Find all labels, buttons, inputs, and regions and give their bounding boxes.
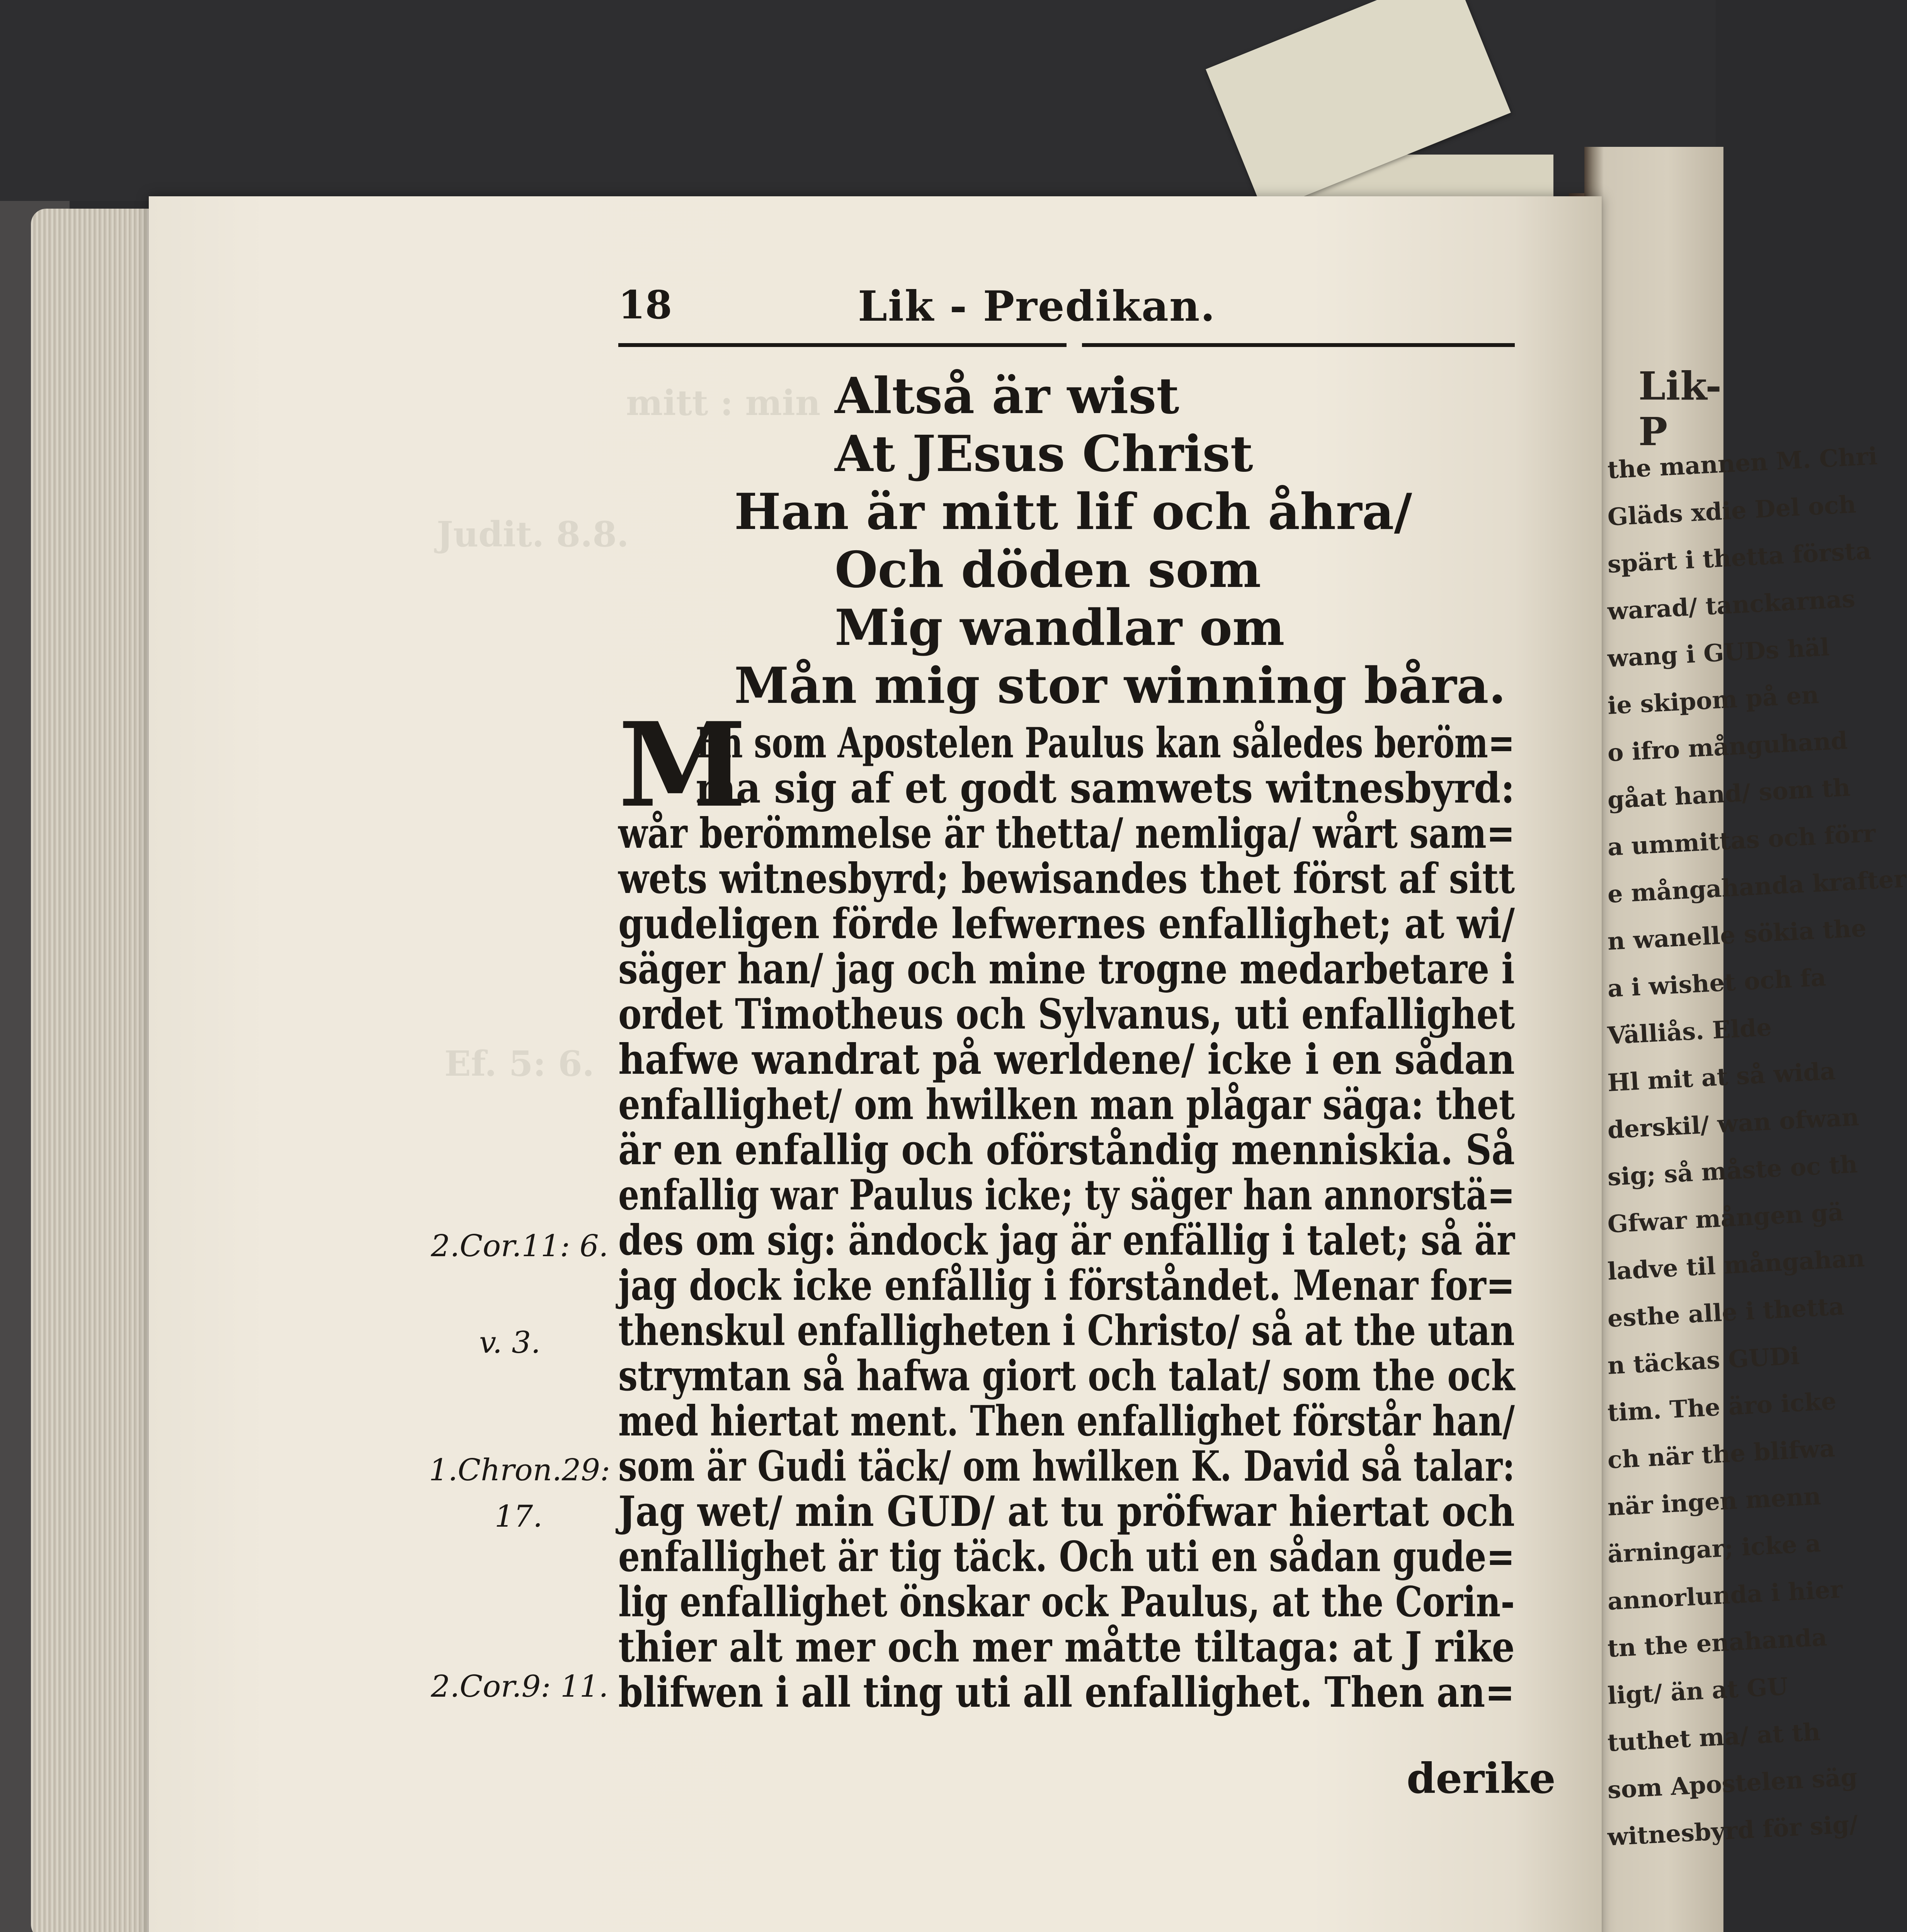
text-line: med hiertat ment. Then enfallighet förstår han/	[618, 1397, 1515, 1446]
text-line: des om sig: ändock jag är enfällig i talet; så är	[618, 1216, 1515, 1265]
drop-cap: M	[618, 697, 747, 833]
verse-line: Altså är wist	[835, 367, 1179, 425]
text-line: strymtan så hafwa giort och talat/ som the ock	[618, 1352, 1515, 1400]
page-header	[618, 282, 1515, 331]
facing-page-line: som Apostelen säg	[1607, 1763, 1858, 1804]
facing-page-line: ch när the blifwa	[1607, 1434, 1836, 1474]
margin-reference: 1.Chron.29:	[429, 1453, 611, 1488]
facing-page-line: när ingen menn	[1607, 1482, 1822, 1521]
facing-page-line: spärt i thetta första	[1607, 536, 1872, 578]
text-line: blifwen i all ting uti all enfallighet. Then an=	[618, 1668, 1515, 1717]
facing-page-head: Lik-P	[1638, 363, 1722, 454]
text-line: wår berömmelse är thetta/ nemliga/ wårt sam=	[618, 809, 1515, 858]
margin-reference: v. 3.	[479, 1325, 541, 1360]
text-line: ordet Timotheus och Sylvanus, uti enfallighet	[618, 990, 1515, 1039]
facing-page-line: tim. The äro icke	[1607, 1387, 1837, 1427]
facing-page-line: tuthet ma/ at th	[1607, 1718, 1821, 1757]
facing-page-line: a i wishet och fa	[1607, 963, 1827, 1003]
margin-reference: 2.Cor.9: 11.	[431, 1669, 609, 1704]
facing-page-line: gåat hand/ som th	[1607, 773, 1851, 814]
text-line: wets witnesbyrd; bewisandes thet först af sitt	[618, 854, 1515, 903]
verse-line: At JEsus Christ	[835, 425, 1253, 483]
facing-page-line: tn the enahanda	[1607, 1623, 1828, 1663]
facing-page-line: e mångahanda krafter	[1607, 864, 1907, 908]
facing-page-line: ärningar; icke a	[1607, 1529, 1822, 1568]
page-block-edges	[31, 209, 155, 1932]
text-line: gudeligen förde lefwernes enfallighet; at wi/	[618, 900, 1515, 948]
verse-line: Mig wandlar om	[835, 599, 1285, 657]
running-head: Lik - Predikan.	[858, 282, 1216, 331]
page-number: 18	[618, 282, 672, 328]
facing-page-line: Gläds xdie Del och	[1607, 490, 1857, 531]
facing-page-line: ladve til mångahan	[1607, 1244, 1866, 1286]
catchword: derike	[1407, 1754, 1556, 1803]
facing-page-line: sig; så måste oc th	[1607, 1150, 1858, 1191]
verse-line: Och döden som	[835, 541, 1261, 599]
text-line: säger han/ jag och mine trogne medarbetare i	[618, 945, 1515, 993]
verse-line: Mån mig stor winning båra.	[734, 657, 1506, 715]
facing-page-line: the mannen M. Chri	[1607, 442, 1878, 484]
text-line: enfallighet är tig täck. Och uti en sådan gude=	[618, 1532, 1515, 1581]
facing-page-line: esthe alle i thetta	[1607, 1292, 1845, 1333]
facing-page-line: wang i GUDs häl	[1607, 633, 1830, 673]
text-line: är en enfallig och oförståndig menniskia. Så	[618, 1126, 1515, 1174]
text-line: ma sig af et godt samwets witnesbyrd:	[696, 764, 1515, 813]
margin-reference: 2.Cor.11: 6.	[431, 1229, 609, 1264]
facing-page-line: annorlunda i hier	[1607, 1575, 1844, 1616]
text-line: Jag wet/ min GUD/ at tu pröfwar hiertat och	[618, 1487, 1515, 1536]
text-line: thenskul enfalligheten i Christo/ så at the utan	[618, 1306, 1515, 1355]
margin-reference: 17.	[495, 1499, 543, 1534]
facing-page-line: witnesbyrd för sig/	[1607, 1810, 1859, 1851]
facing-page-line: derskil/ wan ofwan	[1607, 1102, 1860, 1144]
text-line: enfallighet/ om hwilken man plågar säga: thet	[618, 1080, 1515, 1129]
text-line: lig enfallighet önskar ock Paulus, at the Corin-	[618, 1578, 1515, 1626]
verse-line: Han är mitt lif och åhra/	[734, 483, 1412, 541]
text-line: hafwe wandrat på werldene/ icke i en sådan	[618, 1035, 1515, 1084]
text-line: En som Apostelen Paulus kan således beröm=	[696, 719, 1515, 767]
facing-page-line: n wanelle sökia the	[1607, 913, 1867, 956]
header-rule	[618, 343, 1067, 347]
text-line: thier alt mer och mer måtte tiltaga: at J rike	[618, 1623, 1515, 1672]
facing-page-line: Gfwar mången gä	[1607, 1198, 1844, 1238]
text-line: som är Gudi täck/ om hwilken K. David så talar:	[618, 1442, 1515, 1491]
facing-page-line: a ummittas och förr	[1607, 819, 1876, 861]
facing-page-line: ligt/ än at GU	[1607, 1672, 1789, 1710]
facing-page-line: warad/ tanckarnas	[1607, 584, 1856, 626]
facing-page-line: o ifro månguhand	[1607, 726, 1848, 767]
text-line: jag dock icke enfållig i förståndet. Menar for=	[618, 1261, 1515, 1310]
facing-page	[1584, 147, 1907, 1932]
facing-page-line: Välliås. Elde	[1607, 1013, 1773, 1050]
facing-page-line: ie skipom på en	[1607, 680, 1820, 720]
text-line: enfallig war Paulus icke; ty säger han annorstä=	[618, 1171, 1515, 1219]
facing-page-line: Hl mit at så wida	[1607, 1057, 1836, 1097]
header-rule	[1082, 343, 1515, 347]
facing-page-line: n täckas GUDi	[1607, 1342, 1800, 1380]
